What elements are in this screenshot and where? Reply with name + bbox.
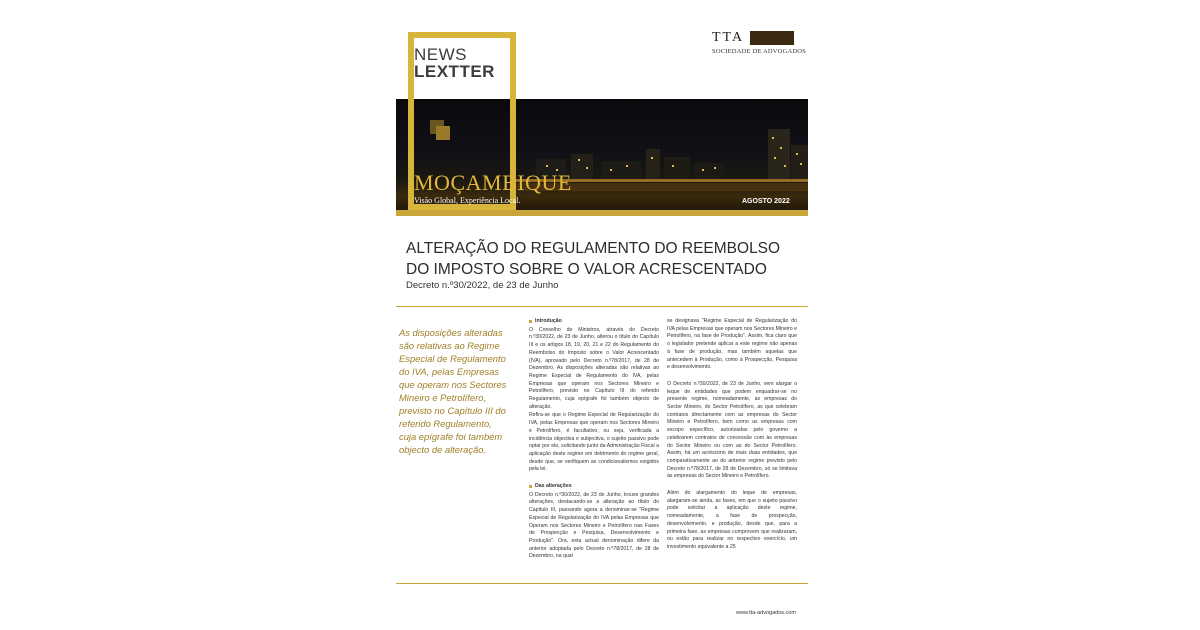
- heading-introducao: Introdução: [535, 318, 562, 324]
- brand-subtitle: SOCIEDADE DE ADVOGADOS: [712, 48, 806, 55]
- brand-logo: [712, 30, 808, 55]
- text-column-2: [667, 318, 797, 553]
- lextter-word: LEXTTER: [414, 62, 495, 81]
- paragraph: O Decreto n.º30/2022, de 23 de Junho, trouxe grandes alterações, destacando-se a alteração ao título do Capítulo III, passando agora a denominar-se "Regime Especial de Regularização do IVA pelas Empresas que Operam nos Sectores Mineiro e Petrolífero nas Fases de Prospecção e Pesquisa, Desenvolvimento e Produção". Ora, esta actual denominação difere da anterior adoptada pelo Decreto n.º78/2017, de 28 de Dezembro, na qual: [529, 491, 659, 560]
- newsletter-page: [396, 10, 808, 622]
- paragraph: se designava "Regime Especial de Regularização do IVA pelas Empresas que operam nos Sectores Mineiro e Petrolífero, na fase de Produção". Assim, fica claro que o legislador pretende aplicar a este regime não apenas à fase de produção, mas também aquelas que antecedem à Produção, como à Prospecção, Pesquisa e desenvolvimento.: [667, 318, 797, 371]
- bullet-icon: [529, 320, 532, 323]
- square-mark-light: [436, 126, 450, 140]
- divider-bottom: [396, 583, 808, 584]
- footer-link[interactable]: www.tta-advogados.com: [736, 610, 796, 616]
- tagline: Visão Global, Experiência Local.: [414, 196, 521, 205]
- paragraph: Refira-se que o Regime Especial de Regularização do IVA, pelas Empresas que operam nos Sectores Mineiro e Petrolífero, é facultativo, ou seja, verificada a incidência objectiva e subjectiva, o sujeito passivo pode optar por ele, solicitando junto da Administração Fiscal a aplicação deste regime em detrimento do regime geral, desde que, se verifiquem as condicionalismos exigidos pela lei.: [529, 412, 659, 473]
- article-subtitle: Decreto n.º30/2022, de 23 de Junho: [406, 280, 559, 291]
- bullet-icon: [529, 485, 532, 488]
- issue-date: AGOSTO 2022: [742, 198, 790, 205]
- paragraph: O Decreto n.º30/2022, de 23 de Junho, vem alargar o leque de entidades que podem enquadrar-se no presente regime, nomeadamente, as empresas do Sector Mineiro, do Sector Petrolífero, as que celebram contratos directamente com as empresas do Sector Mineiro e Petrolífero, bem como as empresas com escopo específico, autorizadas pelo governo a celebrarem contratos de concessão com às empresas do Sector Mineiro ou com as do Sector Petrolífero. Assim, há um acréscimo de mais duas entidades, que comparativamente ao do anterior regime previsto pelo Decreto n.º78/2017, de 28 de Dezembro, só se limitava às empresas do Sector Mineiro e Petrolífero.: [667, 380, 797, 480]
- country-title: MOÇAMBIQUE: [414, 170, 572, 195]
- newsletter-logo: [414, 46, 495, 80]
- section-heading: [529, 318, 659, 326]
- divider-top: [396, 306, 808, 307]
- heading-alteracoes: Das alterações: [535, 483, 572, 490]
- section-heading: [529, 483, 659, 491]
- text-column-1: [529, 318, 659, 562]
- title-line-2: DO IMPOSTO SOBRE O VALOR ACRESCENTADO: [406, 261, 767, 278]
- paragraph: Além do alargamento do leque de empresas, alargaram-se ainda, as fases, em que o sujeito passivo pode solicitar a aplicação deste regime, nomeadamente, a fase de prospecção, desenvolvimento, e produção, desde que, para a primeira fase, as empresas comprovem que realizaram, ou estão para realizar no respectivo exercício, um investimento equivalente a 25: [667, 490, 797, 550]
- paragraph: O Conselho de Ministros, através do Decreto n.º30/2022, de 23 de Junho, alterou o título do Capítulo III e os artigos 18, 19, 20, 21 e 22 do Regulamento do Reembolso do Imposto sobre o Valor Acrescentado (IVA), aprovado pelo Decreto n.º78/2017, de 28 de Dezembro. As disposições alteradas são relativas ao Regime Especial de Regulamento do IVA, pelas Empresas que operam nos Sectores Mineiro e Petrolífero, previsto no Capítulo III do referido Regulamento, cuja epígrafe foi também objecto de alteração.: [529, 326, 659, 410]
- title-line-1: ALTERAÇÃO DO REGULAMENTO DO REEMBOLSO: [406, 240, 781, 257]
- pull-quote: As disposições alteradas são relativas ao Regime Especial de Regulamento do IVA, pelas Empresas que operam nos Sectores Mineiro e Petrolífero, previsto no Capítulo III do referido Regulamento, cuja epígrafe foi também objecto de alteração.: [399, 327, 507, 455]
- brand-bar: [750, 31, 794, 45]
- article-title: [406, 238, 798, 280]
- gold-strip: [396, 210, 808, 216]
- news-word: NEWS: [414, 45, 467, 64]
- brand-name: TTA: [712, 30, 745, 45]
